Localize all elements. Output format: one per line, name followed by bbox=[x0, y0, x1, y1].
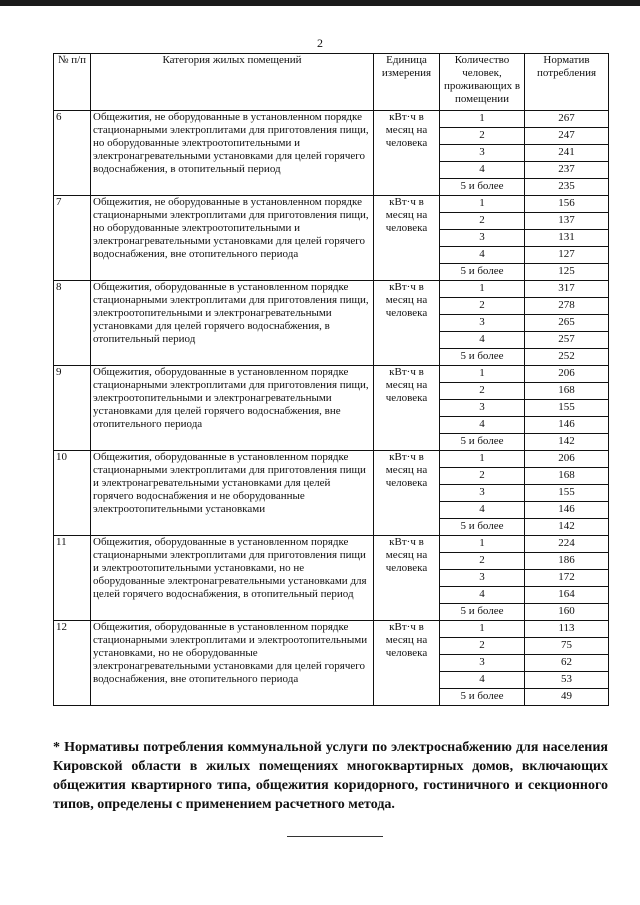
row-norm-value: 172 bbox=[525, 570, 609, 587]
row-norm-value: 168 bbox=[525, 468, 609, 485]
row-person-count: 2 bbox=[440, 298, 525, 315]
row-number: 11 bbox=[54, 536, 91, 621]
row-norm-value: 267 bbox=[525, 111, 609, 128]
row-person-count: 3 bbox=[440, 230, 525, 247]
row-person-count: 4 bbox=[440, 417, 525, 434]
row-person-count: 1 bbox=[440, 621, 525, 638]
row-norm-value: 235 bbox=[525, 179, 609, 196]
row-norm-value: 127 bbox=[525, 247, 609, 264]
row-number: 9 bbox=[54, 366, 91, 451]
row-norm-value: 156 bbox=[525, 196, 609, 213]
row-person-count: 2 bbox=[440, 638, 525, 655]
table-row bbox=[54, 451, 609, 468]
row-norm-value: 155 bbox=[525, 485, 609, 502]
table-row bbox=[54, 536, 609, 553]
row-person-count: 1 bbox=[440, 366, 525, 383]
table-row bbox=[54, 196, 609, 213]
row-category: Общежития, оборудованные в установленном порядке стационарными электроплитами для приготовления пищи и электронагревательными установками для целей горячего водоснабжения и не оборудованные электроотопительными установками bbox=[91, 451, 374, 536]
row-norm-value: 62 bbox=[525, 655, 609, 672]
row-person-count: 4 bbox=[440, 162, 525, 179]
row-norm-value: 247 bbox=[525, 128, 609, 145]
norms-table bbox=[53, 53, 609, 706]
row-person-count: 2 bbox=[440, 468, 525, 485]
row-norm-value: 186 bbox=[525, 553, 609, 570]
row-person-count: 5 и более bbox=[440, 434, 525, 451]
page-number: 2 bbox=[317, 36, 323, 50]
row-person-count: 4 bbox=[440, 672, 525, 689]
row-norm-value: 237 bbox=[525, 162, 609, 179]
header-count: Количество человек, проживающих в помещении bbox=[440, 54, 525, 111]
row-category: Общежития, не оборудованные в установленном порядке стационарными электроплитами для приготовления пищи, но оборудованные электроотопительными и электронагревательными установками для целей горячего водоснабжения, вне отопительного периода bbox=[91, 196, 374, 281]
row-person-count: 5 и более bbox=[440, 604, 525, 621]
row-number: 10 bbox=[54, 451, 91, 536]
row-person-count: 4 bbox=[440, 247, 525, 264]
row-person-count: 3 bbox=[440, 570, 525, 587]
row-norm-value: 75 bbox=[525, 638, 609, 655]
row-person-count: 5 и более bbox=[440, 689, 525, 706]
row-category: Общежития, оборудованные в установленном порядке стационарными электроплитами для приготовления пищи и электроотопительными установками, но не оборудованные электронагревательными установками для целей горячего водоснабжения, в отопительный период bbox=[91, 536, 374, 621]
row-number: 6 bbox=[54, 111, 91, 196]
top-border-line bbox=[0, 0, 640, 6]
row-norm-value: 131 bbox=[525, 230, 609, 247]
header-norm: Норматив потребления bbox=[525, 54, 609, 111]
row-norm-value: 252 bbox=[525, 349, 609, 366]
row-person-count: 2 bbox=[440, 128, 525, 145]
row-norm-value: 257 bbox=[525, 332, 609, 349]
table-row bbox=[54, 366, 609, 383]
row-person-count: 3 bbox=[440, 400, 525, 417]
table-header-row bbox=[54, 54, 609, 111]
row-norm-value: 142 bbox=[525, 519, 609, 536]
row-person-count: 1 bbox=[440, 281, 525, 298]
row-norm-value: 146 bbox=[525, 502, 609, 519]
row-norm-value: 113 bbox=[525, 621, 609, 638]
row-number: 8 bbox=[54, 281, 91, 366]
footnote: * Нормативы потребления коммунальной услуги по электроснабжению для населения Кировской области в жилых помещениях многоквартирных домов, включающих общежития квартирного типа, общежития коридорного, гостиничного и секционного типов, определены с применением расчетного метода. bbox=[53, 740, 608, 812]
row-person-count: 3 bbox=[440, 485, 525, 502]
row-person-count: 4 bbox=[440, 332, 525, 349]
row-norm-value: 241 bbox=[525, 145, 609, 162]
row-person-count: 3 bbox=[440, 655, 525, 672]
table-row bbox=[54, 621, 609, 638]
row-norm-value: 206 bbox=[525, 451, 609, 468]
row-unit: кВт·ч в месяц на человека bbox=[374, 281, 440, 366]
row-norm-value: 168 bbox=[525, 383, 609, 400]
header-unit: Единица измерения bbox=[374, 54, 440, 111]
row-category: Общежития, оборудованные в установленном порядке стационарными электроплитами и электроотопительными установками, но не оборудованные электронагревательными установками для целей горячего водоснабжения, вне отопительного периода bbox=[91, 621, 374, 706]
table-row bbox=[54, 111, 609, 128]
table-body bbox=[54, 111, 609, 706]
row-norm-value: 224 bbox=[525, 536, 609, 553]
row-person-count: 3 bbox=[440, 315, 525, 332]
table-row bbox=[54, 281, 609, 298]
row-unit: кВт·ч в месяц на человека bbox=[374, 196, 440, 281]
row-person-count: 1 bbox=[440, 111, 525, 128]
row-person-count: 4 bbox=[440, 502, 525, 519]
row-norm-value: 142 bbox=[525, 434, 609, 451]
row-category: Общежития, оборудованные в установленном порядке стационарными электроплитами для приготовления пищи, электроотопительными и электронагревательными установками для целей горячего водоснабжения, вне отопительного периода bbox=[91, 366, 374, 451]
closing-rule bbox=[287, 836, 383, 837]
row-person-count: 2 bbox=[440, 553, 525, 570]
header-category: Категория жилых помещений bbox=[91, 54, 374, 111]
row-person-count: 4 bbox=[440, 587, 525, 604]
row-norm-value: 206 bbox=[525, 366, 609, 383]
row-norm-value: 155 bbox=[525, 400, 609, 417]
row-norm-value: 125 bbox=[525, 264, 609, 281]
row-norm-value: 146 bbox=[525, 417, 609, 434]
row-person-count: 1 bbox=[440, 451, 525, 468]
row-norm-value: 160 bbox=[525, 604, 609, 621]
row-norm-value: 49 bbox=[525, 689, 609, 706]
row-unit: кВт·ч в месяц на человека bbox=[374, 111, 440, 196]
row-norm-value: 278 bbox=[525, 298, 609, 315]
row-category: Общежития, не оборудованные в установленном порядке стационарными электроплитами для приготовления пищи, но оборудованные электроотопительными и электронагревательными установками для целей горячего водоснабжения, в отопительный период bbox=[91, 111, 374, 196]
row-category: Общежития, оборудованные в установленном порядке стационарными электроплитами для приготовления пищи, электроотопительными и электронагревательными установками для целей горячего водоснабжения, в отопительный период bbox=[91, 281, 374, 366]
row-person-count: 3 bbox=[440, 145, 525, 162]
row-person-count: 5 и более bbox=[440, 519, 525, 536]
header-num: № п/п bbox=[54, 54, 91, 111]
row-unit: кВт·ч в месяц на человека bbox=[374, 536, 440, 621]
row-number: 7 bbox=[54, 196, 91, 281]
row-unit: кВт·ч в месяц на человека bbox=[374, 451, 440, 536]
row-person-count: 5 и более bbox=[440, 349, 525, 366]
row-norm-value: 137 bbox=[525, 213, 609, 230]
row-person-count: 1 bbox=[440, 196, 525, 213]
row-number: 12 bbox=[54, 621, 91, 706]
row-person-count: 5 и более bbox=[440, 264, 525, 281]
row-norm-value: 53 bbox=[525, 672, 609, 689]
row-norm-value: 265 bbox=[525, 315, 609, 332]
row-person-count: 2 bbox=[440, 213, 525, 230]
row-person-count: 1 bbox=[440, 536, 525, 553]
row-unit: кВт·ч в месяц на человека bbox=[374, 621, 440, 706]
row-norm-value: 164 bbox=[525, 587, 609, 604]
row-person-count: 5 и более bbox=[440, 179, 525, 196]
row-unit: кВт·ч в месяц на человека bbox=[374, 366, 440, 451]
row-norm-value: 317 bbox=[525, 281, 609, 298]
row-person-count: 2 bbox=[440, 383, 525, 400]
